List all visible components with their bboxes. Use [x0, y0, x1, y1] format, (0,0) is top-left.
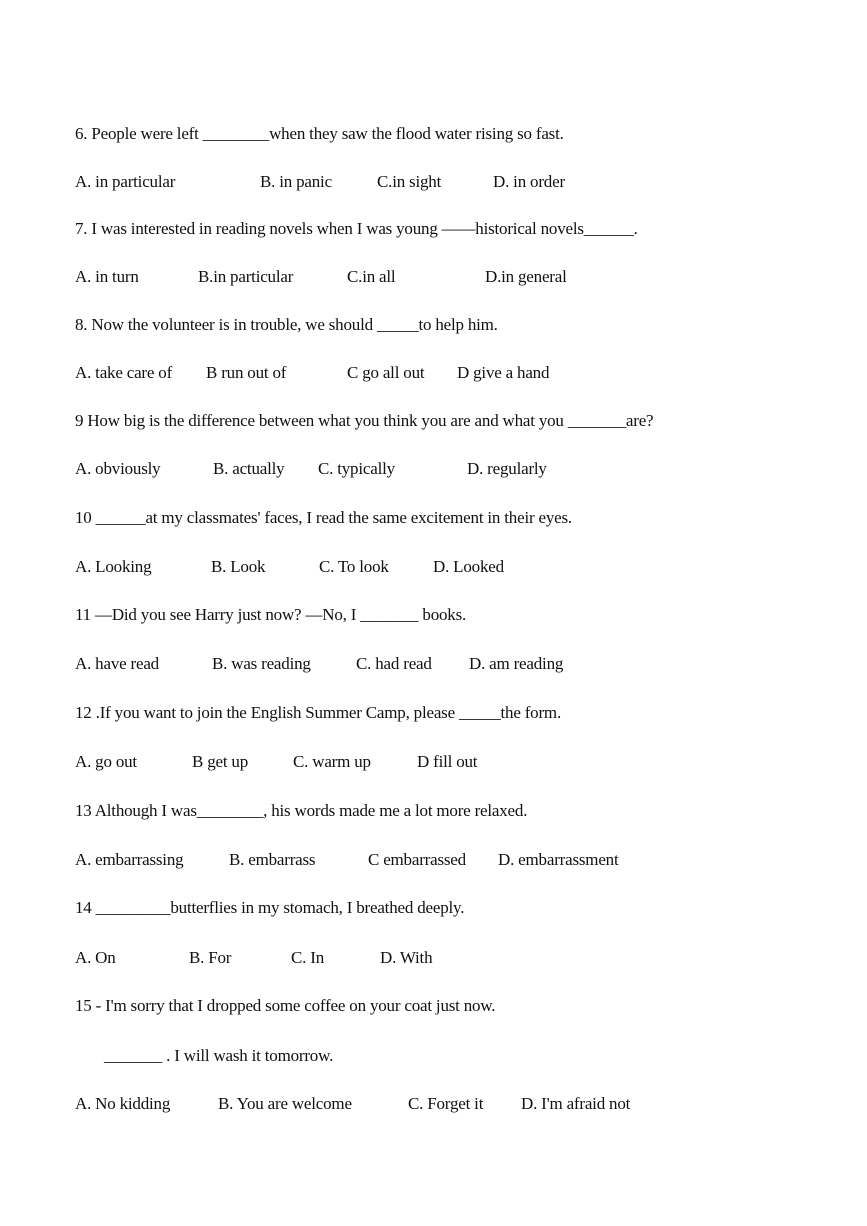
- question-7-stem: 7. I was interested in reading novels when I was young ——historical novels______.: [75, 219, 638, 238]
- option-c: C. Forget it: [408, 1094, 484, 1113]
- option-b: B. embarrass: [229, 850, 316, 869]
- option-c: C. had read: [356, 654, 432, 673]
- option-d: D. embarrassment: [498, 850, 619, 869]
- question-13-stem: 13 Although I was________, his words made me a lot more relaxed.: [75, 801, 528, 820]
- question-9-stem: 9 How big is the difference between what you think you are and what you _______are?: [75, 411, 654, 430]
- option-c: C. warm up: [293, 752, 371, 771]
- option-d: D fill out: [417, 752, 478, 771]
- question-6-stem: 6. People were left ________when they saw the flood water rising so fast.: [75, 124, 564, 143]
- question-12-stem: 12 .If you want to join the English Summer Camp, please _____the form.: [75, 703, 562, 722]
- option-b: B. in panic: [260, 172, 332, 191]
- option-a: A. have read: [75, 654, 159, 673]
- question-15-response: _______ . I will wash it tomorrow.: [104, 1046, 334, 1065]
- question-15-stem: 15 - I'm sorry that I dropped some coffee on your coat just now.: [75, 996, 496, 1015]
- option-b: B. actually: [213, 459, 285, 478]
- option-a: A. in particular: [75, 172, 176, 191]
- option-a: A. go out: [75, 752, 137, 771]
- option-b: B. Look: [211, 557, 266, 576]
- question-15-options: [75, 1093, 795, 1115]
- option-c: C. In: [291, 948, 325, 967]
- question-10-stem: 10 ______at my classmates' faces, I read the same excitement in their eyes.: [75, 508, 572, 527]
- question-14-stem: 14 _________butterflies in my stomach, I breathed deeply.: [75, 898, 465, 917]
- option-d: D give a hand: [457, 363, 550, 382]
- option-b: B. You are welcome: [218, 1094, 352, 1113]
- question-12-options: [75, 751, 795, 773]
- option-a: A. in turn: [75, 267, 139, 286]
- option-c: C go all out: [347, 363, 425, 382]
- question-7-options: [75, 266, 795, 288]
- option-c: C.in sight: [377, 172, 442, 191]
- option-a: A. On: [75, 948, 116, 967]
- option-d: D. in order: [493, 172, 565, 191]
- option-c: C.in all: [347, 267, 396, 286]
- option-a: A. Looking: [75, 557, 152, 576]
- question-14-options: [75, 947, 795, 969]
- option-b: B. For: [189, 948, 232, 967]
- option-b: B get up: [192, 752, 249, 771]
- option-c: C. typically: [318, 459, 395, 478]
- option-c: C embarrassed: [368, 850, 466, 869]
- option-d: D. regularly: [467, 459, 547, 478]
- option-d: D.in general: [485, 267, 567, 286]
- option-b: B run out of: [206, 363, 287, 382]
- question-11-stem: 11 —Did you see Harry just now? —No, I _______ books.: [75, 605, 467, 624]
- option-d: D. I'm afraid not: [521, 1094, 631, 1113]
- question-8-stem: 8. Now the volunteer is in trouble, we should _____to help him.: [75, 315, 498, 334]
- question-9-options: [75, 458, 795, 480]
- question-11-options: [75, 653, 795, 675]
- option-c: C. To look: [319, 557, 389, 576]
- option-d: D. With: [380, 948, 433, 967]
- option-d: D. Looked: [433, 557, 504, 576]
- option-a: A. obviously: [75, 459, 161, 478]
- option-d: D. am reading: [469, 654, 564, 673]
- option-a: A. take care of: [75, 363, 173, 382]
- question-6-options: [75, 171, 795, 193]
- option-b: B.in particular: [198, 267, 294, 286]
- question-13-options: [75, 849, 795, 871]
- question-8-options: [75, 362, 795, 384]
- option-a: A. embarrassing: [75, 850, 184, 869]
- question-10-options: [75, 556, 795, 578]
- option-b: B. was reading: [212, 654, 311, 673]
- option-a: A. No kidding: [75, 1094, 171, 1113]
